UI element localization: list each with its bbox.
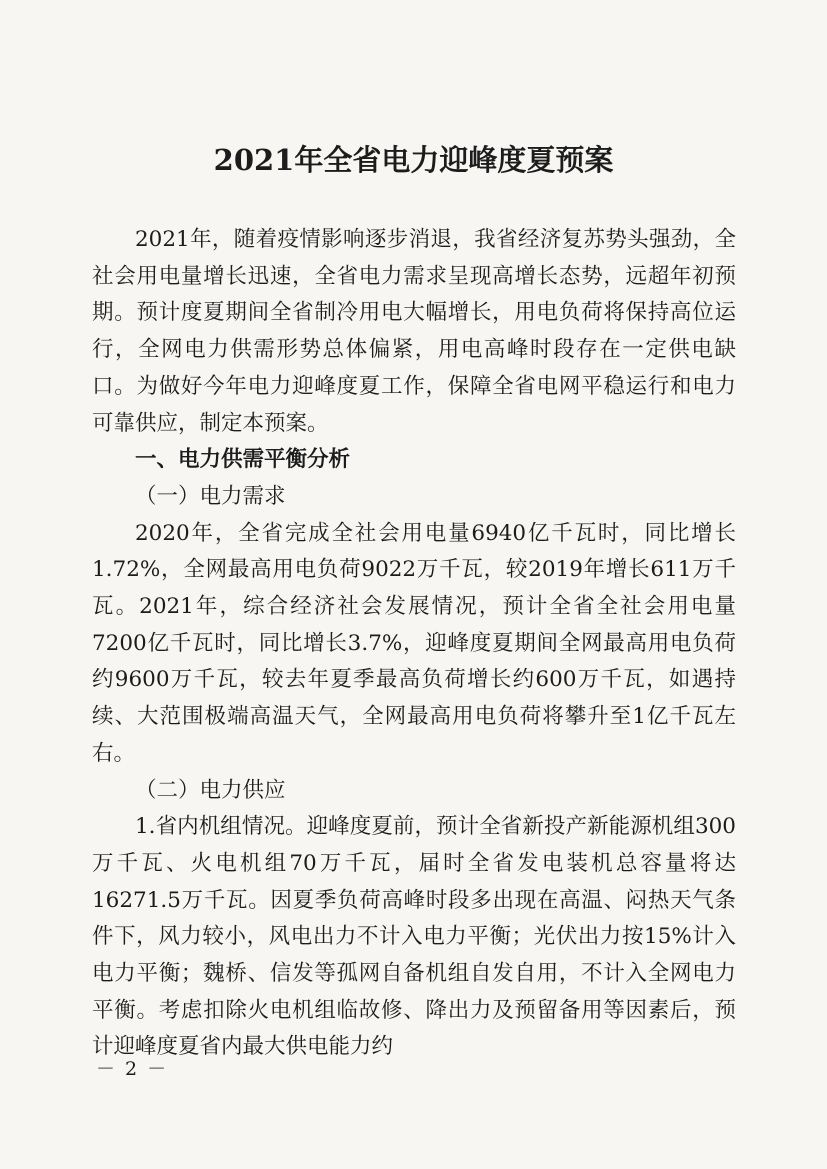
subsection-heading-demand: （一）电力需求 — [135, 483, 286, 509]
section-heading-supply-demand: 一、电力供需平衡分析 — [135, 447, 351, 473]
demand-paragraph: 2020年，全省完成全社会用电量6940亿千瓦时，同比增长1.72%，全网最高用电负荷9022万千瓦，较2019年增长611万千瓦。2021年，综合经济社会发展情况，预计全省全社会用电量7200亿千瓦时，同比增长3.7%，迎峰度夏期间全网最高用电负荷约9600万千瓦，较去年夏季最高负荷增长约600万千瓦，如遇持续、大范围极端高温天气，全网最高用电负荷将攀升至1亿千瓦左右。 — [92, 520, 736, 766]
subsection-heading-supply: （二）电力供应 — [135, 777, 286, 803]
document-body — [92, 222, 736, 1066]
supply-paragraph: 1.省内机组情况。迎峰度夏前，预计全省新投产新能源机组300万千瓦、火电机组70万千瓦，届时全省发电装机总容量将达16271.5万千瓦。因夏季负荷高峰时段多出现在高温、闷热天气条件下，风力较小，风电出力不计入电力平衡；光伏出力按15%计入电力平衡；魏桥、信发等孤网自备机组自发自用，不计入全网电力平衡。考虑扣除火电机组临故修、降出力及预留备用等因素后，预计迎峰度夏省内最大供电能力约 — [92, 814, 736, 1060]
intro-paragraph: 2021年，随着疫情影响逐步消退，我省经济复苏势头强劲，全社会用电量增长迅速，全省电力需求呈现高增长态势，远超年初预期。预计度夏期间全省制冷用电大幅增长，用电负荷将保持高位运行，全网电力供需形势总体偏紧，用电高峰时段存在一定供电缺口。为做好今年电力迎峰度夏工作，保障全省电网平稳运行和电力可靠供应，制定本预案。 — [92, 227, 736, 436]
document-title: 2021年全省电力迎峰度夏预案 — [213, 143, 614, 177]
page-number: － 2 － — [96, 1058, 169, 1080]
